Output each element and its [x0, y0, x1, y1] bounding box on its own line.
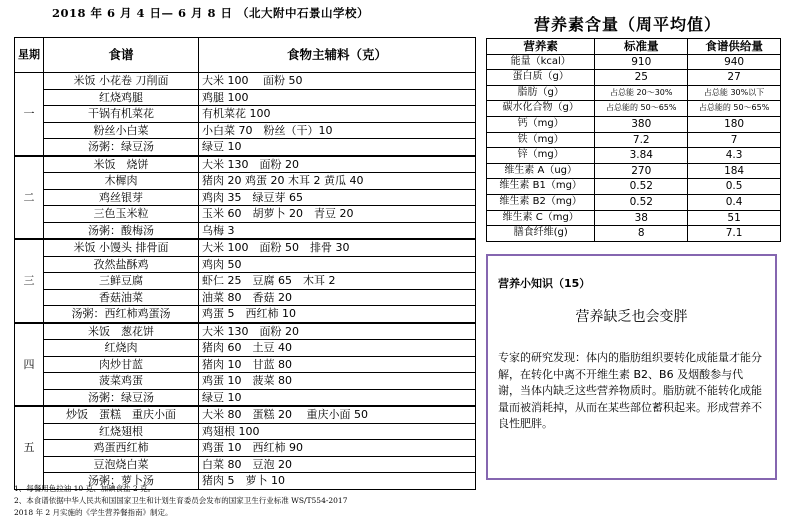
dish-cell: 鸡蛋西红柿	[44, 440, 199, 457]
nutrient-name-cell: 蛋白质（g）	[487, 70, 595, 86]
nutrient-row	[487, 54, 781, 70]
supply-value-cell: 27	[688, 70, 781, 86]
standard-value-cell: 380	[595, 116, 688, 132]
standard-header: 标准量	[595, 39, 688, 55]
menu-table	[14, 37, 476, 490]
nutrient-name-cell: 维生素 A（ug）	[487, 163, 595, 179]
supply-value-cell: 0.5	[688, 179, 781, 195]
menu-row	[15, 206, 476, 223]
menu-row	[15, 356, 476, 373]
nutrient-name-cell: 膳食纤维(g)	[487, 226, 595, 242]
menu-row	[15, 289, 476, 306]
standard-value-cell: 占总能 20～30%	[595, 85, 688, 101]
standard-value-cell: 38	[595, 210, 688, 226]
standard-value-cell: 270	[595, 163, 688, 179]
standard-value-cell: 3.84	[595, 148, 688, 164]
menu-row	[15, 122, 476, 139]
ingredients-cell: 白菜 80 豆泡 20	[199, 456, 476, 473]
nutrient-row	[487, 85, 781, 101]
supply-value-cell: 7.1	[688, 226, 781, 242]
nutrient-row	[487, 194, 781, 210]
nutrient-header: 营养素	[487, 39, 595, 55]
menu-row	[15, 89, 476, 106]
nutrient-row	[487, 132, 781, 148]
menu-row	[15, 373, 476, 390]
dish-cell: 孜然盐酥鸡	[44, 256, 199, 273]
supply-header: 食谱供给量	[688, 39, 781, 55]
dish-cell: 炒饭 蛋糕 重庆小面	[44, 406, 199, 423]
dish-cell: 粉丝小白菜	[44, 122, 199, 139]
ingredients-cell: 虾仁 25 豆腐 65 木耳 2	[199, 273, 476, 290]
ingredients-cell: 大米 130 面粉 20	[199, 156, 476, 173]
dish-cell: 三鲜豆腐	[44, 273, 199, 290]
nutrient-row	[487, 210, 781, 226]
ingredients-cell: 大米 130 面粉 20	[199, 323, 476, 340]
menu-row	[15, 440, 476, 457]
dish-cell: 三色玉米粒	[44, 206, 199, 223]
menu-row	[15, 423, 476, 440]
supply-value-cell: 184	[688, 163, 781, 179]
ingredients-cell: 有机菜花 100	[199, 106, 476, 123]
supply-value-cell: 51	[688, 210, 781, 226]
footnote: 2、本食谱依据中华人民共和国国家卫生和计划生育委员会发布的国家卫生行业标准 WS/T554-2017	[14, 496, 348, 505]
nutrient-row	[487, 148, 781, 164]
menu-row	[15, 306, 476, 323]
ingredients-cell: 鸡蛋 5 西红柿 10	[199, 306, 476, 323]
menu-row	[15, 323, 476, 340]
standard-value-cell: 8	[595, 226, 688, 242]
footnote: 1、每餐用色拉油 10 克、加碘食盐 2 克。	[14, 484, 156, 493]
dish-cell: 菠菜鸡蛋	[44, 373, 199, 390]
ingredients-cell: 猪肉 60 土豆 40	[199, 340, 476, 357]
dish-cell: 米饭 烧饼	[44, 156, 199, 173]
nutrition-table	[486, 38, 781, 242]
dish-cell: 米饭 小馒头 排骨面	[44, 239, 199, 256]
menu-row	[15, 406, 476, 423]
standard-value-cell: 910	[595, 54, 688, 70]
supply-value-cell: 180	[688, 116, 781, 132]
ingredients-cell: 玉米 60 胡萝卜 20 青豆 20	[199, 206, 476, 223]
footnotes	[14, 483, 347, 519]
supply-value-cell: 940	[688, 54, 781, 70]
standard-value-cell: 7.2	[595, 132, 688, 148]
ingredients-cell: 鸡肉 35 绿豆芽 65	[199, 189, 476, 206]
nutrient-name-cell: 铁（mg）	[487, 132, 595, 148]
menu-row	[15, 273, 476, 290]
page-header: 2018 年 6 月 4 日— 6 月 8 日 （北大附中石景山学校）	[52, 6, 370, 20]
dish-cell: 干锅有机菜花	[44, 106, 199, 123]
col-dish-header: 食谱	[44, 38, 199, 73]
ingredients-cell: 大米 100 面粉 50 排骨 30	[199, 239, 476, 256]
ingredients-cell: 鸡蛋 10 西红柿 90	[199, 440, 476, 457]
supply-value-cell: 占总能的 50～65%	[688, 101, 781, 117]
tips-body: 专家的研究发现：体内的脂肪组织要转化成能量才能分解，在转化中离不开维生素 B2、B6 及烟酸参与代谢，当体内缺乏这些营养物质时。脂肪就不能转化成能量而被消耗掉，从而在某些部位蓄积起来。形成营养不良性肥胖。	[498, 351, 762, 430]
dish-cell: 汤粥：萝卜汤	[44, 473, 199, 490]
nutrient-name-cell: 锌（mg）	[487, 148, 595, 164]
nutrient-row	[487, 226, 781, 242]
menu-row	[15, 173, 476, 190]
ingredients-cell: 油菜 80 香菇 20	[199, 289, 476, 306]
ingredients-cell: 大米 80 蛋糕 20 重庆小面 50	[199, 406, 476, 423]
dish-cell: 红烧肉	[44, 340, 199, 357]
dish-cell: 肉炒甘蓝	[44, 356, 199, 373]
menu-row	[15, 256, 476, 273]
menu-row	[15, 222, 476, 239]
supply-value-cell: 7	[688, 132, 781, 148]
ingredients-cell: 鸡肉 50	[199, 256, 476, 273]
ingredients-cell: 绿豆 10	[199, 389, 476, 406]
ingredients-cell: 猪肉 20 鸡蛋 20 木耳 2 黄瓜 40	[199, 173, 476, 190]
nutrient-row	[487, 70, 781, 86]
standard-value-cell: 25	[595, 70, 688, 86]
menu-row	[15, 73, 476, 90]
ingredients-cell: 鸡腿 100	[199, 89, 476, 106]
nutrition-tips-box	[486, 254, 777, 480]
menu-row	[15, 139, 476, 156]
dish-cell: 红烧鸡腿	[44, 89, 199, 106]
supply-value-cell: 占总能 30%以下	[688, 85, 781, 101]
dish-cell: 鸡丝银芽	[44, 189, 199, 206]
ingredients-cell: 鸡翅根 100	[199, 423, 476, 440]
col-ingredients-header: 食物主辅料（克）	[199, 38, 476, 73]
dish-cell: 米饭 小花卷 刀削面	[44, 73, 199, 90]
tips-label: 营养小知识（15）	[498, 277, 591, 290]
ingredients-cell: 绿豆 10	[199, 139, 476, 156]
dish-cell: 汤粥：绿豆汤	[44, 139, 199, 156]
nutrient-row	[487, 163, 781, 179]
nutrient-name-cell: 维生素 B2（mg）	[487, 194, 595, 210]
standard-value-cell: 占总能的 50～65%	[595, 101, 688, 117]
nutrition-title: 营养素含量（周平均值）	[534, 15, 722, 34]
nutrient-name-cell: 钙（mg）	[487, 116, 595, 132]
menu-row	[15, 239, 476, 256]
ingredients-cell: 猪肉 5 萝卜 10	[199, 473, 476, 490]
weekday-cell: 二	[15, 156, 44, 240]
dish-cell: 汤粥：绿豆汤	[44, 389, 199, 406]
nutrient-name-cell: 维生素 C（mg）	[487, 210, 595, 226]
dish-cell: 米饭 葱花饼	[44, 323, 199, 340]
standard-value-cell: 0.52	[595, 179, 688, 195]
weekday-cell: 三	[15, 239, 44, 323]
menu-row	[15, 456, 476, 473]
nutrient-name-cell: 碳水化合物（g）	[487, 101, 595, 117]
nutrient-row	[487, 101, 781, 117]
footnote: 2018 年 2 月实施的《学生营养餐指南》制定。	[14, 508, 173, 517]
dish-cell: 木樨肉	[44, 173, 199, 190]
dish-cell: 汤粥：西红柿鸡蛋汤	[44, 306, 199, 323]
nutrient-row	[487, 179, 781, 195]
menu-row	[15, 156, 476, 173]
nutrient-name-cell: 脂肪（g）	[487, 85, 595, 101]
menu-row	[15, 189, 476, 206]
weekday-cell: 一	[15, 73, 44, 156]
col-day-header: 星期	[15, 38, 44, 73]
ingredients-cell: 乌梅 3	[199, 222, 476, 239]
nutrient-name-cell: 能量（kcal）	[487, 54, 595, 70]
dish-cell: 豆泡烧白菜	[44, 456, 199, 473]
standard-value-cell: 0.52	[595, 194, 688, 210]
supply-value-cell: 0.4	[688, 194, 781, 210]
menu-row	[15, 340, 476, 357]
weekday-cell: 五	[15, 406, 44, 489]
ingredients-cell: 小白菜 70 粉丝（干）10	[199, 122, 476, 139]
menu-row	[15, 106, 476, 123]
supply-value-cell: 4.3	[688, 148, 781, 164]
dish-cell: 红烧翅根	[44, 423, 199, 440]
ingredients-cell: 鸡蛋 10 菠菜 80	[199, 373, 476, 390]
dish-cell: 汤粥：酸梅汤	[44, 222, 199, 239]
menu-row	[15, 389, 476, 406]
tips-title: 营养缺乏也会变胖	[575, 309, 688, 325]
nutrient-row	[487, 116, 781, 132]
ingredients-cell: 大米 100 面粉 50	[199, 73, 476, 90]
dish-cell: 香菇油菜	[44, 289, 199, 306]
ingredients-cell: 猪肉 10 甘蓝 80	[199, 356, 476, 373]
weekday-cell: 四	[15, 323, 44, 407]
nutrient-name-cell: 维生素 B1（mg）	[487, 179, 595, 195]
